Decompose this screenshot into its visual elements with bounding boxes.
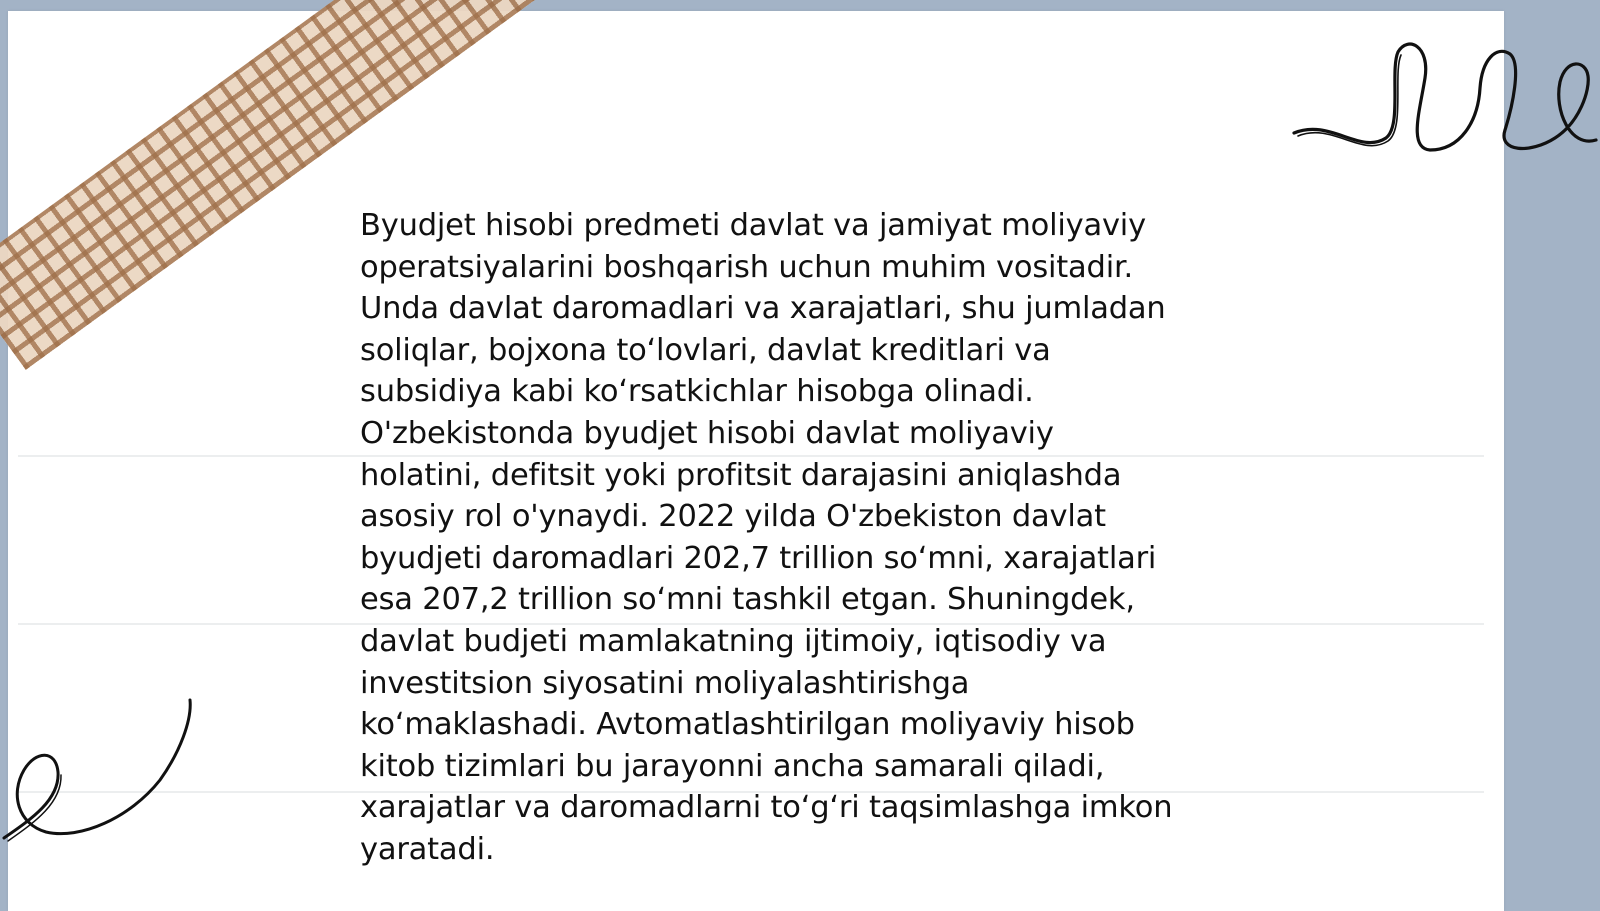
body-paragraph: Byudjet hisobi predmeti davlat va jamiyat moliyaviy operatsiyalarini boshqarish uchun muhim vositadir. Unda davlat daromadlari va xarajatlari, shu jumladan soliqlar, bojxona to‘lovlari, davlat kreditlari va subsidiya kabi ko‘rsatkichlar hisobga olinadi. O'zbekistonda byudjet hisobi davlat moliyaviy holatini, defitsit yoki profitsit darajasini aniqlashda asosiy rol o'ynaydi. 2022 yilda O'zbekiston davlat byudjeti daromadlari 202,7 trillion so‘mni, xarajatlari esa 207,2 trillion so‘mni tashkil etgan. Shuningdek, davlat budjeti mamlakatning ijtimoiy, iqtisodiy va investitsion siyosatini moliyalashtirishga ko‘maklashadi. Avtomatlashtirilgan moliyaviy hisob kitob tizimlari bu jarayonni ancha samarali qiladi, xarajatlar va daromadlarni to‘g‘ri taqsimlashga imkon yaratadi. [360, 208, 1173, 867]
loop-scribble-icon [1290, 30, 1600, 170]
swirl-scribble-icon [0, 690, 210, 860]
